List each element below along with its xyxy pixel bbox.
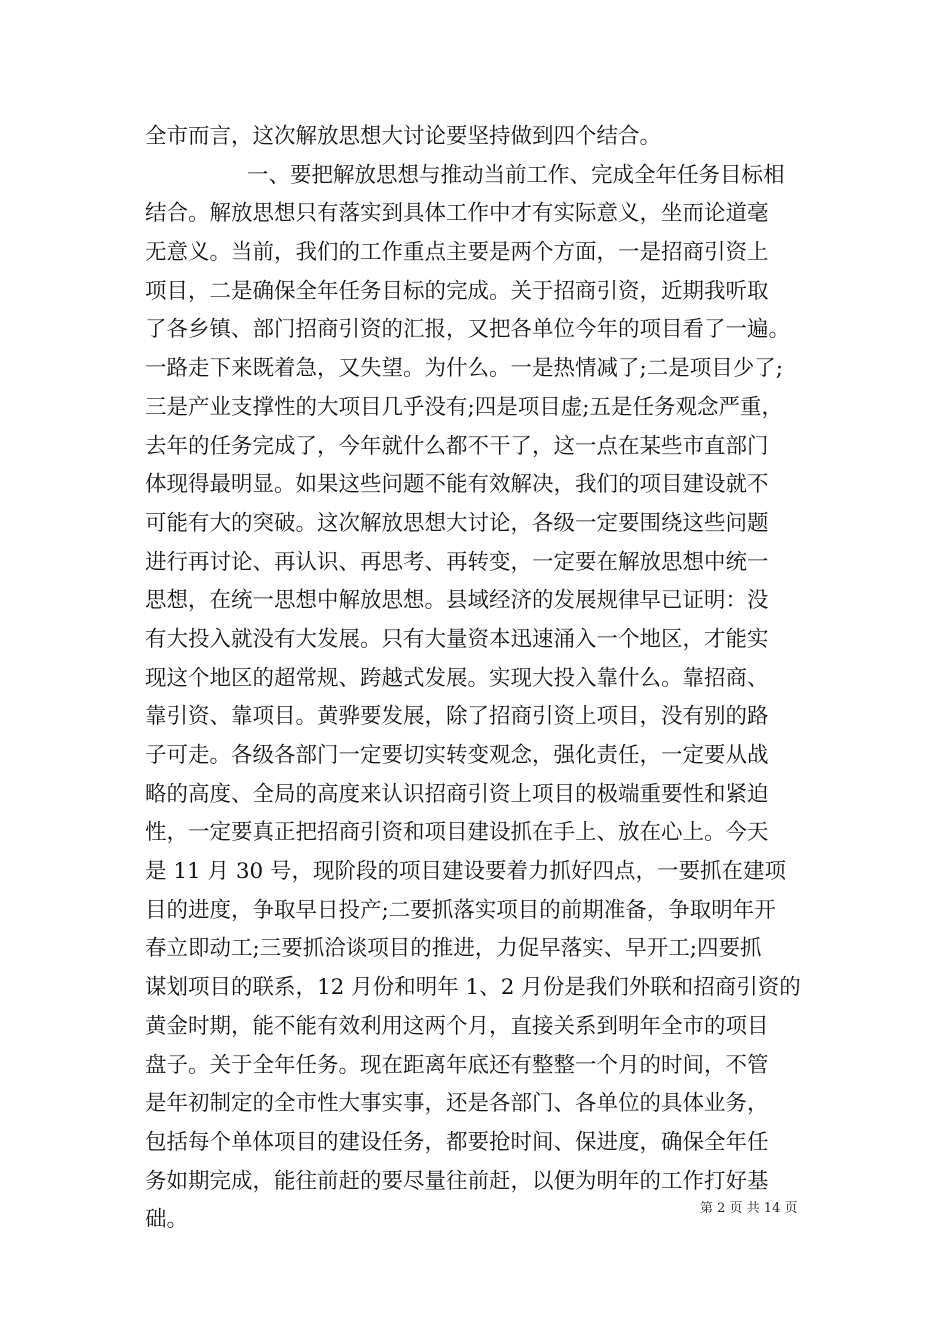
text-line: 是 11 月 30 号，现阶段的项目建设要着力抓好四点，一要抓在建项	[145, 859, 787, 885]
text-line: 现这个地区的超常规、跨越式发展。实现大投入靠什么。靠招商、	[145, 665, 769, 691]
page-number-footer: 第 2 页 共 14 页	[700, 1201, 798, 1216]
body-text	[145, 118, 815, 1240]
text-line: 了各乡镇、部门招商引资的汇报，又把各单位今年的项目看了一遍。	[145, 317, 791, 343]
text-line: 三是产业支撑性的大项目几乎没有;四是项目虚;五是任务观念严重，	[145, 394, 783, 420]
text-line: 目的进度，争取早日投产;二要抓落实项目的前期准备，争取明年开	[145, 897, 776, 923]
text-line: 包括每个单体项目的建设任务，都要抢时间、保进度，确保全年任	[145, 1129, 769, 1155]
text-line: 结合。解放思想只有落实到具体工作中才有实际意义，坐而论道毫	[145, 201, 769, 227]
text-line: 性，一定要真正把招商引资和项目建设抓在手上、放在心上。今天	[145, 820, 769, 846]
text-line: 体现得最明显。如果这些问题不能有效解决，我们的项目建设就不	[145, 472, 769, 498]
text-line: 是年初制定的全市性大事实事，还是各部门、各单位的具体业务，	[145, 1091, 769, 1117]
text-line: 春立即动工;三要抓洽谈项目的推进，力促早落实、早开工;四要抓	[145, 936, 762, 962]
text-line: 略的高度、全局的高度来认识招商引资上项目的极端重要性和紧迫	[145, 781, 769, 807]
text-line: 进行再讨论、再认识、再思考、再转变，一定要在解放思想中统一	[145, 549, 769, 575]
text-line: 无意义。当前，我们的工作重点主要是两个方面，一是招商引资上	[145, 240, 769, 266]
text-line: 去年的任务完成了，今年就什么都不干了，这一点在某些市直部门	[145, 433, 769, 459]
text-line: 一路走下来既着急，又失望。为什么。一是热情减了;二是项目少了;	[145, 356, 783, 382]
text-line: 盘子。关于全年任务。现在距离年底还有整整一个月的时间，不管	[145, 1052, 769, 1078]
text-line: 子可走。各级各部门一定要切实转变观念，强化责任，一定要从战	[145, 743, 769, 768]
text-line: 谋划项目的联系，12 月份和明年 1、2 月份是我们外联和招商引资的	[145, 975, 801, 1001]
text-line: 有大投入就没有大发展。只有大量资本迅速涌入一个地区，才能实	[145, 626, 769, 652]
text-line: 全市而言，这次解放思想大讨论要坚持做到四个结合。	[145, 124, 662, 149]
text-line: 项目，二是确保全年任务目标的完成。关于招商引资，近期我听取	[145, 278, 769, 304]
text-line: 思想，在统一思想中解放思想。县域经济的发展规律早已证明：没	[145, 588, 769, 614]
text-line: 可能有大的突破。这次解放思想大讨论，各级一定要围绕这些问题	[145, 510, 769, 536]
text-line: 务如期完成，能往前赶的要尽量往前赶，以便为明年的工作打好基	[145, 1168, 769, 1194]
text-line-section-heading: 一、要把解放思想与推动当前工作、完成全年任务目标相	[247, 162, 785, 188]
text-line: 础。	[145, 1207, 189, 1233]
text-line: 黄金时期，能不能有效利用这两个月，直接关系到明年全市的项目	[145, 1013, 769, 1039]
text-line: 靠引资、靠项目。黄骅要发展，除了招商引资上项目，没有别的路	[145, 704, 769, 730]
